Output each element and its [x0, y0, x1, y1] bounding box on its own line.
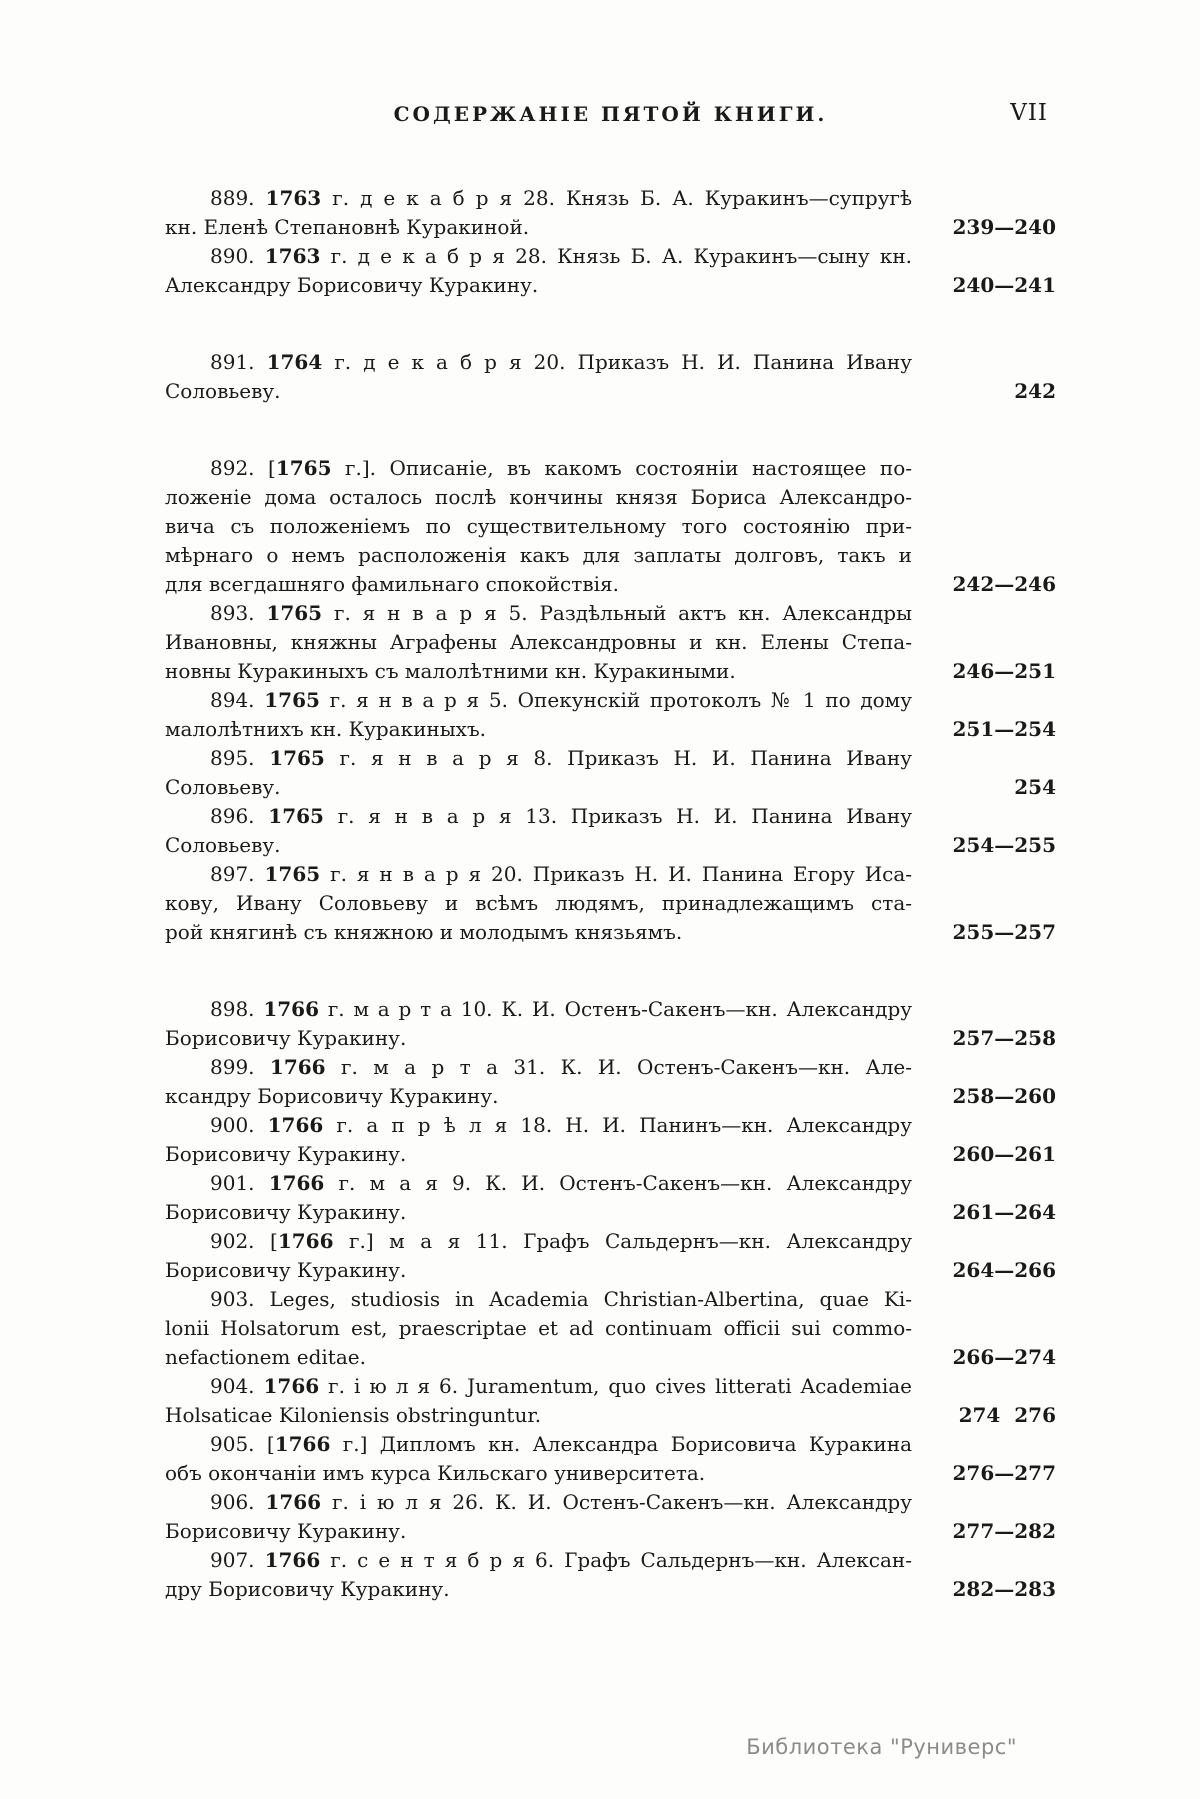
toc-entry-line: [165, 1169, 912, 1198]
toc-entry: [165, 1372, 1056, 1430]
toc-entry-text: г.] Дипломъ кн. Александра Борисовича Куракина: [330, 1432, 912, 1456]
toc-entry-line: [165, 1111, 912, 1140]
toc-entry-pages: 266—274: [952, 1345, 1056, 1369]
toc-entry-line: [165, 860, 912, 889]
toc-entry-line: [165, 348, 912, 377]
toc-entry-list: [165, 184, 1056, 1604]
toc-entry-text: г. я н в а р я 13. Приказъ Н. И. Панина Ивану: [323, 804, 912, 828]
toc-entry: [165, 1227, 1056, 1285]
toc-entry-line: Борисовичу Куракину.: [165, 1026, 407, 1050]
toc-entry-year: 1763: [265, 186, 322, 210]
toc-entry-line: Ивановны, княжны Аграфены Александровны и кн. Елены Степа-: [165, 630, 912, 654]
toc-entry-number: 905. [: [210, 1432, 275, 1456]
toc-entry: [165, 802, 1056, 860]
toc-entry-number: 907.: [210, 1548, 265, 1572]
toc-entry-line: lonii Holsatorum est, praescriptae et ad continuam officii sui commo-: [165, 1316, 912, 1340]
toc-entry-line: [165, 1430, 912, 1459]
toc-entry-line: вича съ положеніемъ по существительному того состоянію при-: [165, 514, 912, 538]
toc-entry-line: [165, 242, 912, 271]
toc-entry-text: г. д е к а б р я 28. Князь Б. А. Куракинъ—сыну кн.: [320, 244, 913, 268]
toc-entry-line: Соловьеву.: [165, 379, 281, 403]
toc-entry-pages: 242: [1014, 379, 1056, 403]
toc-entry-line: рой княгинѣ съ княжною и молодымъ князьямъ.: [165, 920, 683, 944]
toc-entry-line: [165, 1546, 912, 1575]
toc-entry-pages: 258—260: [952, 1084, 1056, 1108]
page-content: [165, 0, 1056, 1604]
toc-entry-number: 893.: [210, 601, 267, 625]
toc-entry-line: [165, 599, 912, 628]
toc-entry-year: 1765: [275, 456, 332, 480]
toc-entry-pages: 276—277: [952, 1461, 1056, 1485]
toc-entry-number: 906.: [210, 1490, 266, 1514]
toc-entry-pages: 257—258: [952, 1026, 1056, 1050]
toc-entry-year: 1765: [266, 601, 323, 625]
toc-entry-text: г. я н в а р я 20. Приказъ Н. И. Панина Егору Иса-: [320, 862, 913, 886]
toc-entry-pages: 261—264: [952, 1200, 1056, 1224]
toc-entry: [165, 744, 1056, 802]
toc-entry-pages: 254: [1014, 775, 1056, 799]
toc-entry: [165, 1169, 1056, 1227]
toc-entry-line: Борисовичу Куракину.: [165, 1200, 407, 1224]
toc-entry: [165, 860, 1056, 947]
toc-entry-year: 1766: [274, 1432, 331, 1456]
toc-entry-pages: 246—251: [952, 659, 1056, 683]
toc-entry-year: 1764: [266, 350, 323, 374]
toc-entry-pages: 255—257: [952, 920, 1056, 944]
toc-entry-text: г. с е н т я б р я 6. Графъ Сальдернъ—кн. Алексан-: [320, 1548, 912, 1572]
toc-entry-text: г. а п р ѣ л я 18. Н. И. Панинъ—кн. Александру: [323, 1113, 913, 1137]
toc-entry-line: [165, 995, 912, 1024]
toc-entry-number: 889.: [210, 186, 266, 210]
toc-entry-number: 896.: [210, 804, 269, 828]
toc-entry-text: Leges, studiosis in Academia Christian-Albertina, quae Ki-: [269, 1287, 912, 1311]
toc-entry: [165, 1546, 1056, 1604]
toc-entry: [165, 1111, 1056, 1169]
toc-entry-number: 899.: [210, 1055, 270, 1079]
toc-entry-line: новны Куракиныхъ съ малолѣтними кн. Куракиными.: [165, 659, 736, 683]
toc-entry-line: Александру Борисовичу Куракину.: [165, 273, 539, 297]
toc-entry-text: г. м а р т а 10. К. И. Остенъ-Сакенъ—кн. Александру: [319, 997, 913, 1021]
toc-entry-line: Соловьеву.: [165, 775, 281, 799]
toc-entry-year: 1766: [268, 1171, 325, 1195]
toc-entry-year: 1765: [264, 862, 321, 886]
toc-entry-line: [165, 454, 912, 483]
toc-entry-number: 891.: [210, 350, 267, 374]
toc-entry-year: 1766: [263, 997, 320, 1021]
toc-entry-line: Соловьеву.: [165, 833, 281, 857]
toc-entry-line: для всегдашняго фамильнаго спокойствія.: [165, 572, 619, 596]
toc-entry-pages: 242—246: [952, 572, 1056, 596]
toc-entry-line: [165, 1053, 912, 1082]
toc-entry-line: Holsaticae Kiloniensis obstringuntur.: [165, 1403, 542, 1427]
toc-entry-text: г. я н в а р я 5. Опекунскій протоколъ № 1 по дому: [319, 688, 913, 712]
toc-entry-line: Борисовичу Куракину.: [165, 1258, 407, 1282]
toc-entry-line: [165, 1227, 912, 1256]
toc-entry-number: 902. [: [210, 1229, 278, 1253]
toc-entry-line: Борисовичу Куракину.: [165, 1519, 407, 1543]
toc-entry-number: 897.: [210, 862, 265, 886]
toc-entry-number: 904.: [210, 1374, 264, 1398]
toc-entry-pages: 239—240: [952, 215, 1056, 239]
toc-entry: [165, 242, 1056, 300]
toc-entry-number: 898.: [210, 997, 264, 1021]
toc-entry-line: [165, 686, 912, 715]
toc-entry: [165, 686, 1056, 744]
toc-entry-text: г. я н в а р я 5. Раздѣльный актъ кн. Александры: [322, 601, 913, 625]
toc-entry-year: 1766: [267, 1113, 324, 1137]
toc-entry-line: [165, 802, 912, 831]
page-header: [165, 0, 1056, 132]
toc-entry-pages: 254—255: [952, 833, 1056, 857]
toc-entry-number: 895.: [210, 746, 270, 770]
toc-entry-year: 1765: [269, 746, 325, 770]
toc-entry-line: [165, 184, 912, 213]
toc-entry-text: г. д е к а б р я 20. Приказъ Н. И. Панина Ивану: [322, 350, 912, 374]
toc-entry: [165, 1430, 1056, 1488]
toc-entry-year: 1765: [264, 688, 320, 712]
toc-entry-pages: 240—241: [952, 273, 1056, 297]
toc-entry-line: кову, Ивану Соловьеву и всѣмъ людямъ, принадлежащимъ ста-: [165, 891, 912, 915]
toc-entry-text: г. і ю л я 26. К. И. Остенъ-Сакенъ—кн. Александру: [321, 1490, 913, 1514]
watermark: Библиотека "Руниверс": [746, 1735, 1017, 1759]
toc-entry-line: малолѣтнихъ кн. Куракиныхъ.: [165, 717, 487, 741]
toc-entry-line: [165, 1488, 912, 1517]
toc-entry-year: 1766: [264, 1548, 321, 1572]
toc-entry-year: 1766: [265, 1490, 322, 1514]
toc-entry-text: г. м а р т а 31. К. И. Остенъ-Сакенъ—кн. Але-: [325, 1055, 912, 1079]
toc-entry-line: ложеніе дома осталось послѣ кончины князя Бориса Александро-: [165, 485, 912, 509]
toc-entry-line: ксандру Борисовичу Куракину.: [165, 1084, 499, 1108]
toc-entry-text: г. м а я 9. К. И. Остенъ-Сакенъ—кн. Александру: [324, 1171, 912, 1195]
toc-entry-line: Борисовичу Куракину.: [165, 1142, 407, 1166]
toc-entry: [165, 348, 1056, 406]
toc-entry-pages: 251—254: [952, 717, 1056, 741]
toc-entry-text: г. і ю л я 6. Juramentum, quo cives litterati Academiae: [319, 1374, 912, 1398]
toc-entry: [165, 454, 1056, 599]
toc-entry-line: кн. Еленѣ Степановнѣ Куракиной.: [165, 215, 530, 239]
toc-entry-number: 900.: [210, 1113, 268, 1137]
toc-entry-year: 1765: [268, 804, 324, 828]
toc-entry-pages: 277—282: [952, 1519, 1056, 1543]
toc-entry-line: nefactionem editae.: [165, 1345, 366, 1369]
toc-entry-pages: 264—266: [952, 1258, 1056, 1282]
toc-entry-number: 901.: [210, 1171, 269, 1195]
toc-entry-year: 1766: [263, 1374, 320, 1398]
toc-entry-pages: 260—261: [952, 1142, 1056, 1166]
toc-entry-number: 894.: [210, 688, 265, 712]
toc-entry: [165, 599, 1056, 686]
toc-entry-line: [165, 1285, 912, 1314]
toc-entry-number: 903.: [210, 1287, 270, 1311]
toc-entry-text: г. д е к а б р я 28. Князь Б. А. Куракинъ—супругѣ: [321, 186, 913, 210]
toc-entry-line: [165, 744, 912, 773]
toc-entry: [165, 1285, 1056, 1372]
toc-entry-pages: 282—283: [952, 1577, 1056, 1601]
page-number-roman: VII: [1010, 100, 1048, 126]
toc-entry: [165, 184, 1056, 242]
toc-entry-line: мѣрнаго о немъ расположенія какъ для заплаты долговъ, такъ и: [165, 543, 912, 567]
toc-entry: [165, 1053, 1056, 1111]
toc-entry-text: г.] м а я 11. Графъ Сальдернъ—кн. Александру: [333, 1229, 912, 1253]
toc-entry-line: [165, 1372, 912, 1401]
toc-entry: [165, 995, 1056, 1053]
toc-entry-line: объ окончаніи имъ курса Кильскаго университета.: [165, 1461, 706, 1485]
toc-entry-text: г. я н в а р я 8. Приказъ Н. И. Панина Ивану: [324, 746, 912, 770]
toc-entry-number: 890.: [210, 244, 265, 268]
toc-entry-text: г.]. Описаніе, въ какомъ состояніи настоящее по-: [331, 456, 912, 480]
toc-entry-year: 1763: [264, 244, 321, 268]
toc-entry-year: 1766: [277, 1229, 334, 1253]
toc-entry-number: 892. [: [210, 456, 276, 480]
toc-entry-line: дру Борисовичу Куракину.: [165, 1577, 450, 1601]
page-title: СОДЕРЖАНІЕ ПЯТОЙ КНИГИ.: [393, 102, 828, 126]
toc-entry-year: 1766: [269, 1055, 326, 1079]
toc-entry: [165, 1488, 1056, 1546]
toc-entry-pages: 274 276: [958, 1403, 1056, 1427]
